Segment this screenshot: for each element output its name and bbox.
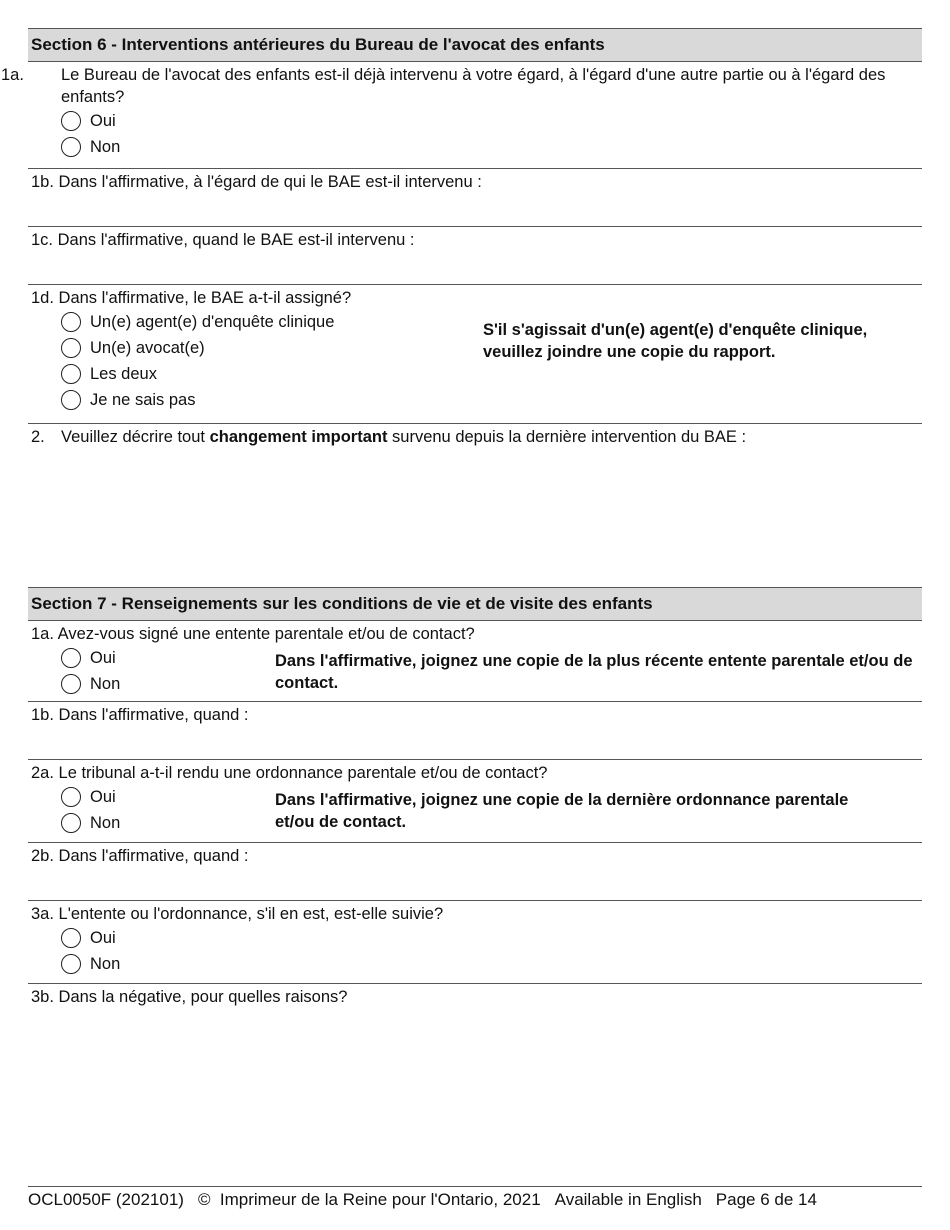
footer-copyright: © Imprimeur de la Reine pour l'Ontario, 2021 [197,1190,541,1209]
s6-q2-row[interactable] [28,424,922,587]
s7-q1a-row [28,621,922,702]
footer-language: Available in English [554,1190,702,1209]
s6-q1d-row [28,285,922,424]
s7-q2a-row [28,760,922,843]
s6-q1d-note: S'il s'agissait d'un(e) agent(e) d'enquête clinique, veuillez joindre une copie du rapport. [483,321,868,361]
s6-q1b-row[interactable] [28,169,922,227]
section-7-header: Section 7 - Renseignements sur les conditions de vie et de visite des enfants [28,587,922,621]
radio-button[interactable] [61,954,81,974]
s7-q1a-question: Avez-vous signé une entente parentale et/ou de contact? [57,625,475,643]
s6-q1d-option-les-deux[interactable]: Les deux [28,361,922,387]
s7-q2a-option-non[interactable]: Non [28,810,922,836]
radio-button[interactable] [61,338,81,358]
radio-button[interactable] [61,364,81,384]
form-page [1,28,922,1164]
s6-q1d-option-agent[interactable]: Un(e) agent(e) d'enquête clinique [28,309,922,335]
s7-q2b-row[interactable] [28,843,922,901]
s6-q1b-question: Dans l'affirmative, à l'égard de qui le BAE est-il intervenu : [58,173,482,191]
footer-form-code: OCL0050F (202101) [28,1190,184,1209]
footer-page-number: Page 6 de 14 [715,1190,817,1209]
radio-button[interactable] [61,813,81,833]
s6-q2-text-before: Veuillez décrire tout [61,428,210,446]
radio-button[interactable] [61,787,81,807]
radio-button[interactable] [61,390,81,410]
s7-q1a-option-non[interactable]: Non [28,671,922,697]
s7-q3a-question: L'entente ou l'ordonnance, s'il en est, est-elle suivie? [58,905,444,923]
radio-button[interactable] [61,111,81,131]
s7-q3a-option-oui[interactable]: Oui [28,925,922,951]
s6-q1b-number: 1b. [31,173,54,191]
s7-q2a-question: Le tribunal a-t-il rendu une ordonnance parentale et/ou de contact? [58,764,548,782]
s7-q2b-number: 2b. [31,847,54,865]
s7-q3a-row [28,901,922,984]
s7-q1b-number: 1b. [31,706,54,724]
radio-button[interactable] [61,674,81,694]
s7-q3b-question: Dans la négative, pour quelles raisons? [58,988,348,1006]
s6-q2-number: 2. [31,428,45,446]
radio-button[interactable] [61,928,81,948]
s7-q1a-option-oui[interactable]: Oui [28,645,922,671]
section-6-header: Section 6 - Interventions antérieures du Bureau de l'avocat des enfants [28,28,922,62]
s7-q3a-option-non[interactable]: Non [28,951,922,977]
s7-q3b-row[interactable] [28,984,922,1164]
s7-q2b-question: Dans l'affirmative, quand : [58,847,249,865]
s6-q1c-row[interactable] [28,227,922,285]
s7-q2a-note: Dans l'affirmative, joignez une copie de la dernière ordonnance parentale et/ou de contact. [275,791,849,831]
s6-q1a-number: 1a. [1,66,24,84]
s7-q1a-note: Dans l'affirmative, joignez une copie de la plus récente entente parentale et/ou de contact. [275,652,913,692]
s6-q1d-number: 1d. [31,289,54,307]
s6-q1d-question: Dans l'affirmative, le BAE a-t-il assigné? [58,289,352,307]
s6-q1d-option-ne-sais-pas[interactable]: Je ne sais pas [28,387,922,413]
s7-q3b-number: 3b. [31,988,54,1006]
s7-q1b-row[interactable] [28,702,922,760]
s6-q1c-number: 1c. [31,231,54,249]
s6-q2-text-bold: changement important [209,428,388,446]
s6-q2-text-after: survenu depuis la dernière intervention du BAE : [387,428,747,446]
s7-q3a-number: 3a. [31,905,54,923]
s6-q1a-question: Le Bureau de l'avocat des enfants est-il déjà intervenu à votre égard, à l'égard d'une autre partie ou à l'égard des enfants? [61,66,886,106]
s6-q1a-option-oui[interactable]: Oui [28,108,922,134]
s6-q1c-question: Dans l'affirmative, quand le BAE est-il intervenu : [57,231,415,249]
radio-button[interactable] [61,137,81,157]
page-footer [28,1186,922,1210]
s6-q1a-row [1,62,922,169]
s7-q1a-number: 1a. [31,625,54,643]
s6-q1a-option-non[interactable]: Non [28,134,922,160]
s7-q1b-question: Dans l'affirmative, quand : [58,706,249,724]
radio-button[interactable] [61,648,81,668]
s7-q2a-number: 2a. [31,764,54,782]
s6-q1d-option-avocat[interactable]: Un(e) avocat(e) [28,335,922,361]
s7-q2a-option-oui[interactable]: Oui [28,784,922,810]
radio-button[interactable] [61,312,81,332]
